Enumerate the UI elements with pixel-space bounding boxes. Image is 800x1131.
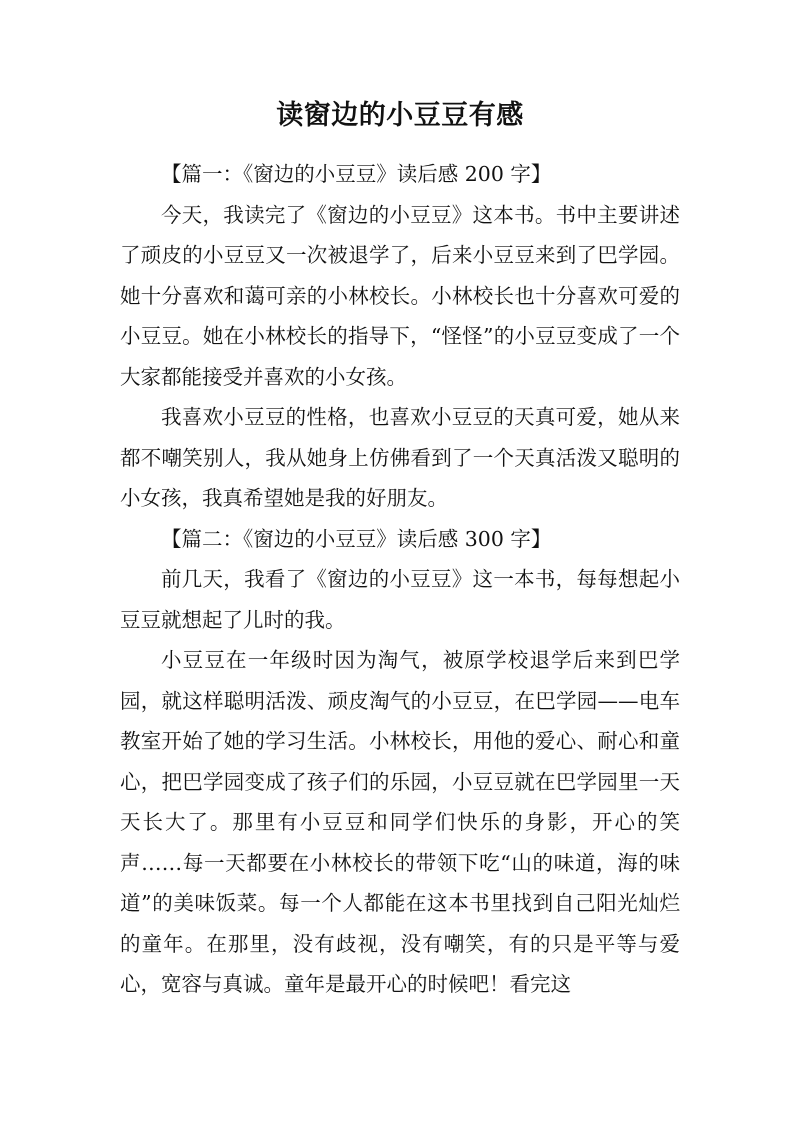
section-heading-2: 【篇二：《窗边的小豆豆》读后感 300 字】	[161, 526, 552, 551]
document-body	[120, 154, 680, 1005]
paragraph-1: 今天，我读完了《窗边的小豆豆》这本书。书中主要讲述了顽皮的小豆豆又一次被退学了，后来小豆豆来到了巴学园。她十分喜欢和蔼可亲的小林校长。小林校长也十分喜欢可爱的小豆豆。她在小林校长的指导下，“怪怪”的小豆豆变成了一个大家都能接受并喜欢的小女孩。	[120, 202, 680, 389]
paragraph-2: 我喜欢小豆豆的性格，也喜欢小豆豆的天真可爱，她从来都不嘲笑别人，我从她身上仿佛看到了一个天真活泼又聪明的小女孩，我真希望她是我的好朋友。	[120, 405, 680, 510]
section-heading-1: 【篇一：《窗边的小豆豆》读后感 200 字】	[161, 162, 552, 186]
page-title: 读窗边的小豆豆有感	[276, 100, 524, 131]
paragraph-3: 前几天，我看了《窗边的小豆豆》这一本书，每每想起小豆豆就想起了儿时的我。	[120, 567, 680, 632]
paragraph-4: 小豆豆在一年级时因为淘气，被原学校退学后来到巴学园，就这样聪明活泼、顽皮淘气的小豆豆，在巴学园——电车教室开始了她的学习生活。小林校长，用他的爱心、耐心和童心，把巴学园变成了孩子们的乐园，小豆豆就在巴学园里一天天长大了。那里有小豆豆和同学们快乐的身影，开心的笑声……每一天都要在小林校长的带领下吃“山的味道，海的味道”的美味饭菜。每一个人都能在这本书里找到自己阳光灿烂的童年。在那里，没有歧视，没有嘲笑，有的只是平等与爱心，宽容与真诚。童年是最开心的时候吧！看完这	[120, 648, 680, 996]
